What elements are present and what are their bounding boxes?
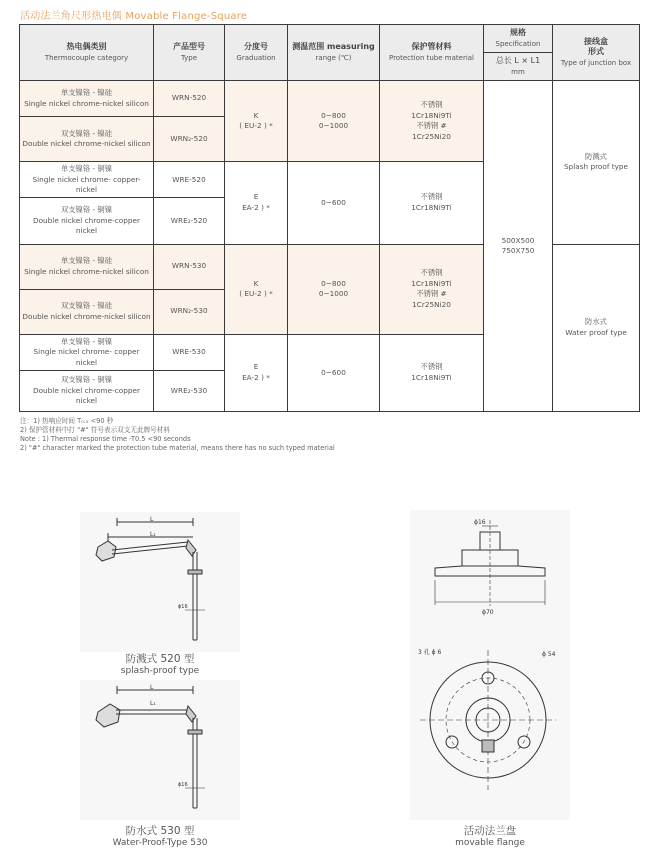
dim-phi: ϕ16 (178, 604, 188, 610)
table-row-type: WRE₂-530 (154, 370, 225, 411)
header-range: 测温范围 measuring range (℃) (288, 25, 380, 81)
header-spec-sub: 总长 L × L1 mm (484, 53, 553, 81)
range-cell: 0~800 0~1000 (288, 81, 380, 162)
dim-L1: L₁ (150, 700, 156, 707)
graduation-cell: E EA-2 ) * (225, 162, 288, 244)
spec-cell: 500X500 750X750 (484, 81, 553, 412)
notes (20, 417, 335, 453)
note-line: 2) "#" character marked the protection tube material, means there has no such typed material (20, 444, 335, 452)
header-type: 产品型号 Type (154, 25, 225, 81)
table-row-type: WRN-530 (154, 244, 225, 289)
dim-L: L (150, 516, 154, 523)
table-row-type: WRN-520 (154, 81, 225, 117)
header-category: 热电偶类别 Thermocouple category (20, 25, 154, 81)
graduation-cell: K ( EU-2 ) * (225, 244, 288, 334)
note-line: 注：1) 热响应时间 T₀.₅ <90 秒 (20, 417, 114, 425)
splash-proof-diagram (80, 512, 240, 652)
flange-caption: 活动法兰盘 movable flange (455, 825, 525, 848)
dim-width: ϕ70 (482, 609, 494, 616)
spec-table (19, 24, 640, 412)
table-row-category: 双支镍铬 - 镍硅 Double nickel chrome-nickel silicon (20, 117, 154, 162)
table-row-category: 单支镍铬 - 铜镍 Single nickel chrome- copper-nickel (20, 162, 154, 198)
graduation-cell: E EA-2 ) * (225, 334, 288, 411)
range-cell: 0~600 (288, 162, 380, 244)
header-spec: 规格 Specification (484, 25, 553, 53)
table-row-type: WRE₂-520 (154, 198, 225, 244)
dim-diameter: ϕ 54 (542, 651, 556, 658)
table-row-type: WRE-530 (154, 334, 225, 370)
dim-L1: L₁ (150, 531, 156, 538)
dim-holes: 3 孔 ϕ 6 (418, 649, 442, 656)
note-line: Note : 1) Thermal response time -T0.5 <90 seconds (20, 435, 191, 443)
header-graduation: 分度号 Graduation (225, 25, 288, 81)
tube-cell: 不锈钢 1Cr18Ni9Ti (380, 334, 484, 411)
junction-water-cell: 防水式 Water proof type (553, 244, 640, 412)
page-title: 活动法兰角尺形热电偶 Movable Flange-Square (20, 11, 248, 22)
range-cell: 0~800 0~1000 (288, 244, 380, 334)
graduation-cell: K ( EU-2 ) * (225, 81, 288, 162)
tube-cell: 不锈钢 1Cr18Ni9Ti (380, 162, 484, 244)
table-row-type: WRE-520 (154, 162, 225, 198)
table-row-category: 单支镍铬 - 铜镍 Single nickel chrome- copper nickel (20, 334, 154, 370)
table-row-category: 双支镍铬 - 镍硅 Double nickel chrome-nickel silicon (20, 289, 154, 334)
header-tube: 保护管材料 Protection tube material (380, 25, 484, 81)
table-row-category: 单支镍铬 - 镍硅 Single nickel chrome-nickel silicon (20, 81, 154, 117)
table-row-type: WRN₂-520 (154, 117, 225, 162)
splash-caption: 防溅式 520 型 splash-proof type (120, 653, 200, 676)
table-row-category: 双支镍铬 - 铜镍 Double nickel chrome-copper nickel (20, 198, 154, 244)
table-row-category: 双支镍铬 - 铜镍 Double nickel chrome-copper nickel (20, 370, 154, 411)
table-row-category: 单支镍铬 - 镍硅 Single nickel chrome-nickel silicon (20, 244, 154, 289)
table-row-type: WRN₂-530 (154, 289, 225, 334)
dim-phi: ϕ16 (178, 782, 188, 788)
range-cell: 0~600 (288, 334, 380, 411)
dim-top: ϕ16 (474, 519, 486, 526)
junction-splash-cell: 防溅式 Splash proof type (553, 81, 640, 244)
note-line: 2) 保护管材料中打 "#" 符号表示双支无此牌号材料 (20, 426, 170, 434)
water-caption: 防水式 530 型 Water-Proof-Type 530 (112, 825, 208, 848)
tube-cell: 不锈钢 1Cr18Ni9Ti 不锈钢 # 1Cr25Ni20 (380, 81, 484, 162)
water-proof-diagram (80, 680, 240, 820)
header-junction: 接线盒 形式 Type of junction box (553, 25, 640, 81)
tube-cell: 不锈钢 1Cr18Ni9Ti 不锈钢 # 1Cr25Ni20 (380, 244, 484, 334)
flange-diagram (410, 510, 570, 820)
dim-L: L (150, 684, 154, 691)
